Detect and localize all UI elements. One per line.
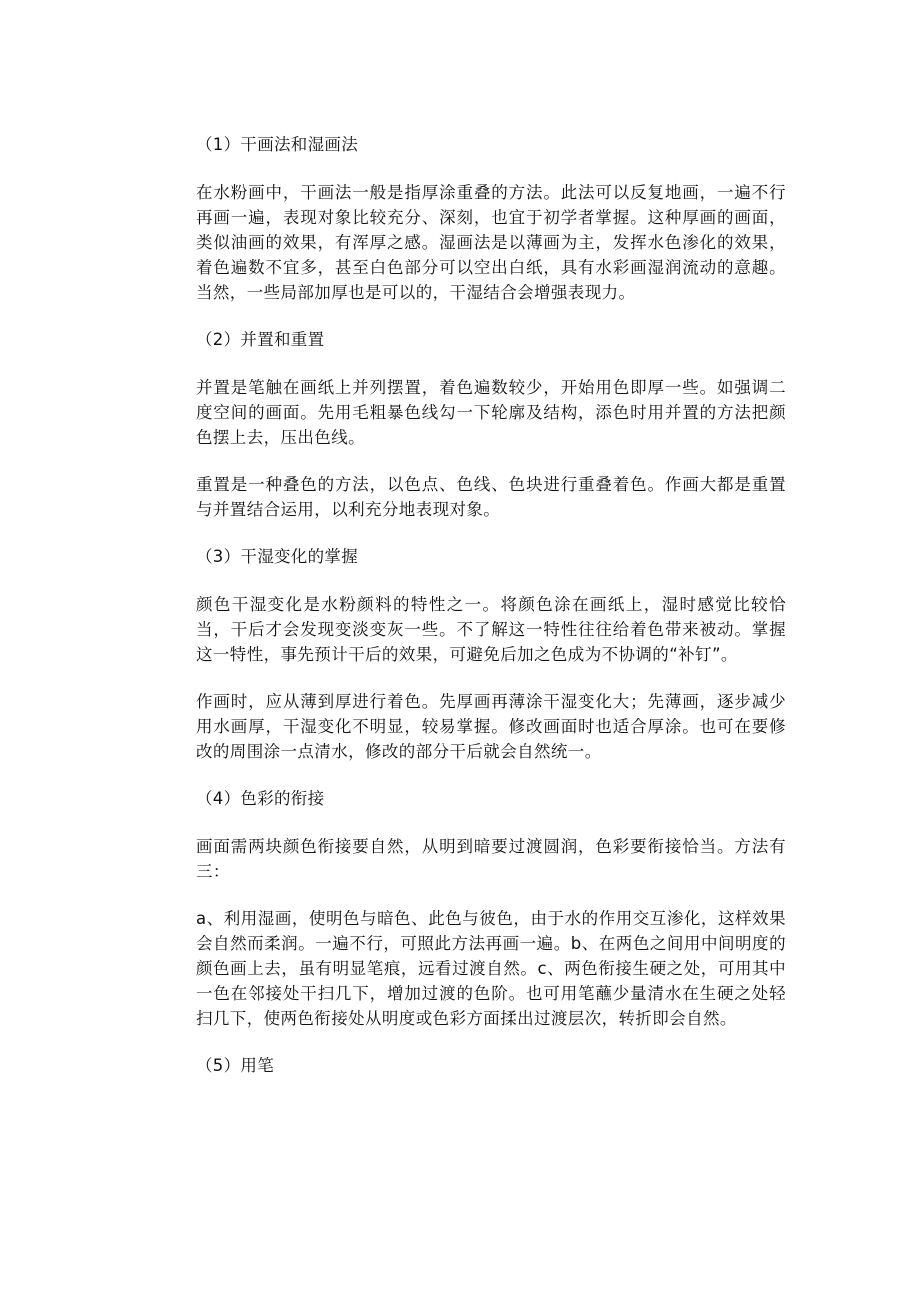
paragraph: 重置是一种叠色的方法，以色点、色线、色块进行重叠着色。作画大都是重置与并置结合运用，以利充分地表现对象。 bbox=[196, 475, 786, 519]
section-heading: （1）干画法和湿画法 bbox=[196, 135, 358, 154]
paragraph: 并置是笔触在画纸上并列摆置，着色遍数较少，开始用色即厚一些。如强调二度空间的画面。先用毛粗暴色线勾一下轮廓及结构，添色时用并置的方法把颜色摆上去，压出色线。 bbox=[196, 378, 786, 447]
section-1 bbox=[196, 132, 786, 305]
section-4 bbox=[196, 786, 786, 1031]
paragraph: 颜色干湿变化是水粉颜料的特性之一。将颜色涂在画纸上，湿时感觉比较恰当，干后才会发现变淡变灰一些。不了解这一特性往往给着色带来被动。掌握这一特性，事先预计干后的效果，可避免后加之色成为不协调的“补钉”。 bbox=[196, 595, 786, 664]
section-heading: （4）色彩的衔接 bbox=[196, 789, 325, 808]
paragraph: 画面需两块颜色衔接要自然，从明到暗要过渡圆润，色彩要衔接恰当。方法有三： bbox=[196, 837, 786, 881]
paragraph: a、利用湿画，使明色与暗色、此色与彼色，由于水的作用交互渗化，这样效果会自然而柔润。一遍不行，可照此方法再画一遍。b、在两色之间用中间明度的颜色画上去，虽有明显笔痕，远看过渡自然。c、两色衔接生硬之处，可用其中一色在邻接处干扫几下，增加过渡的色阶。也可用笔蘸少量清水在生硬之处轻扫几下，使两色衔接处从明度或色彩方面揉出过渡层次，转折即会自然。 bbox=[196, 909, 786, 1028]
paragraph: 在水粉画中，干画法一般是指厚涂重叠的方法。此法可以反复地画，一遍不行再画一遍，表现对象比较充分、深刻，也宜于初学者掌握。这种厚画的画面，类似油画的效果，有浑厚之感。湿画法是以薄画为主，发挥水色渗化的效果，着色遍数不宜多，甚至白色部分可以空出白纸，具有水彩画湿润流动的意趣。当然，一些局部加厚也是可以的，干湿结合会增强表现力。 bbox=[196, 183, 786, 302]
section-heading: （5）用笔 bbox=[196, 1056, 274, 1075]
section-3 bbox=[196, 544, 786, 764]
section-5 bbox=[196, 1053, 786, 1079]
paragraph: 作画时，应从薄到厚进行着色。先厚画再薄涂干湿变化大；先薄画，逐步减少用水画厚，干湿变化不明显，较易掌握。修改画面时也适合厚涂。也可在要修改的周围涂一点清水，修改的部分干后就会自然统一。 bbox=[196, 692, 786, 761]
section-heading: （3）干湿变化的掌握 bbox=[196, 547, 358, 566]
section-2 bbox=[196, 327, 786, 522]
document-page bbox=[196, 132, 786, 1101]
section-heading: （2）并置和重置 bbox=[196, 330, 325, 349]
